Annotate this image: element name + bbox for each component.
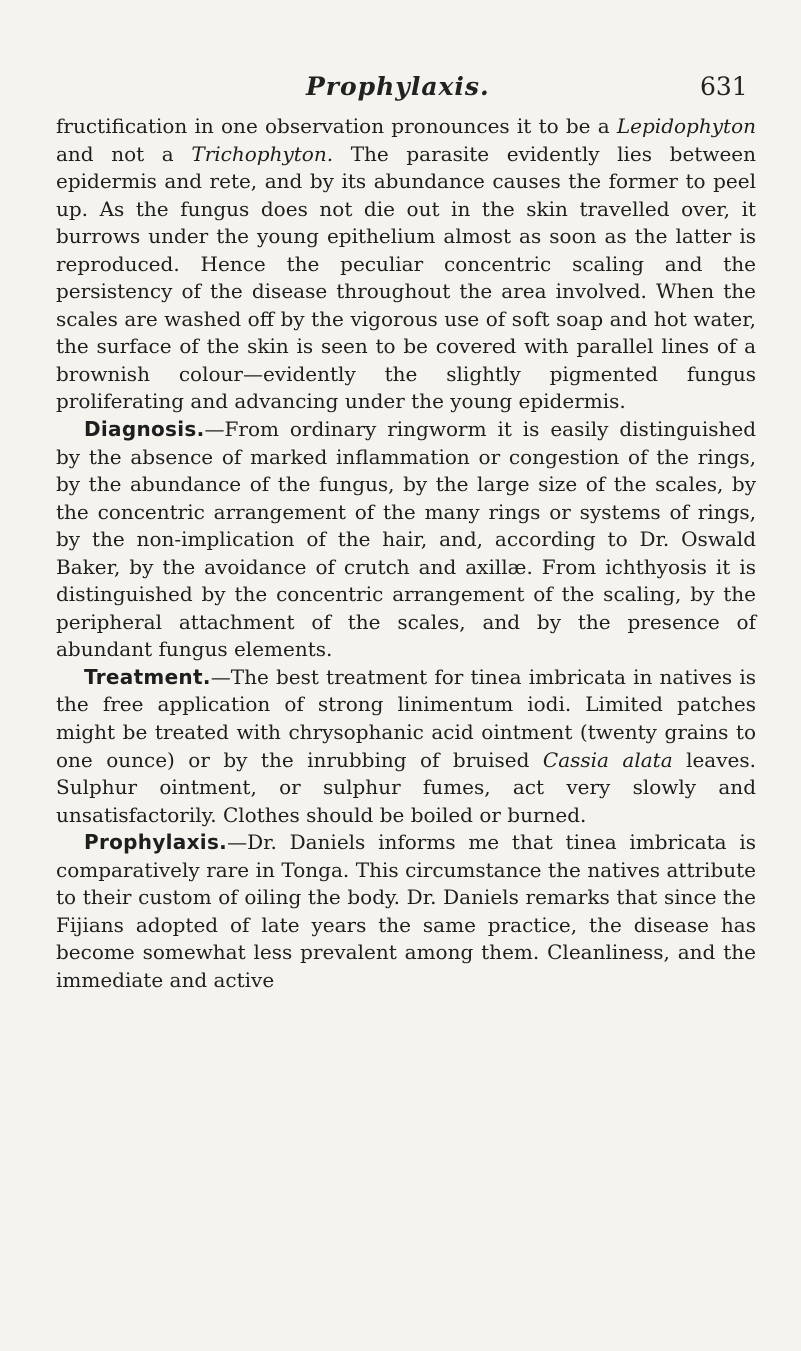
italic-term-lepidophyton: Lepidophyton [616, 114, 756, 138]
paragraph-treatment [56, 664, 756, 829]
text-segment: leaves. Sulphur ointment, or sulphur fumes, act very slowly and unsatisfactorily. Clothes should be boiled or burned. [56, 747, 756, 827]
paragraph-parasite-description [56, 113, 756, 416]
italic-term-trichophyton: Trichophyton. [191, 141, 334, 166]
text-segment: —The best treatment for tinea imbricata in natives is the free application of strong linimentum iodi. Limited patches might be treated with chrysophanic acid ointment (twenty grains to one ounce) or by the inrubbing of bruised [56, 664, 756, 772]
section-heading-treatment: Treatment. [84, 664, 211, 689]
page-number: 631 [700, 72, 748, 101]
text-segment: —From ordinary ringworm it is easily distinguished by the absence of marked inflammation or congestion of the rings, by the abundance of the fungus, by the large size of the scales, by the concentric arrangement of the many rings or systems of rings, by the non-implication of the hair, and, according to Dr. Oswald Baker, by the avoidance of crutch and axillæ. From ichthyosis it is distinguished by the concentric arrangement of the scaling, by the peripheral attachment of the scales, and by the presence of abundant fungus elements. [56, 417, 756, 662]
text-segment: —Dr. Daniels informs me that tinea imbricata is comparatively rare in Tonga. This circumstance the natives attribute to their custom of oiling the body. Dr. Daniels remarks that since the Fijians adopted of late years the same practice, the disease has become somewhat less prevalent among them. Cleanliness, and the immediate and active [56, 830, 756, 992]
section-heading-prophylaxis: Prophylaxis. [84, 830, 228, 855]
body-text [56, 113, 756, 995]
paragraph-diagnosis [56, 416, 756, 664]
paragraph-prophylaxis [56, 829, 756, 994]
italic-term-cassia-alata: Cassia alata [542, 747, 673, 772]
running-head [0, 72, 801, 108]
running-title: Prophylaxis. [306, 72, 490, 101]
text-segment: The parasite evidently lies between epidermis and rete, and by its abundance causes the former to peel up. As the fungus does not die out in the skin travelled over, it burrows under the young epithelium almost as soon as the latter is reproduced. Hence the peculiar concentric scaling and the persistency of the disease throughout the area involved. When the scales are washed off by the vigorous use of soft soap and hot water, the surface of the skin is seen to be covered with parallel lines of a brownish colour—evidently the slightly pigmented fungus proliferating and advancing under the young epidermis. [56, 141, 756, 414]
section-heading-diagnosis: Diagnosis. [84, 417, 205, 442]
text-segment: fructification in one observation pronounces it to be a [56, 114, 617, 138]
text-segment: and not a [56, 141, 192, 166]
